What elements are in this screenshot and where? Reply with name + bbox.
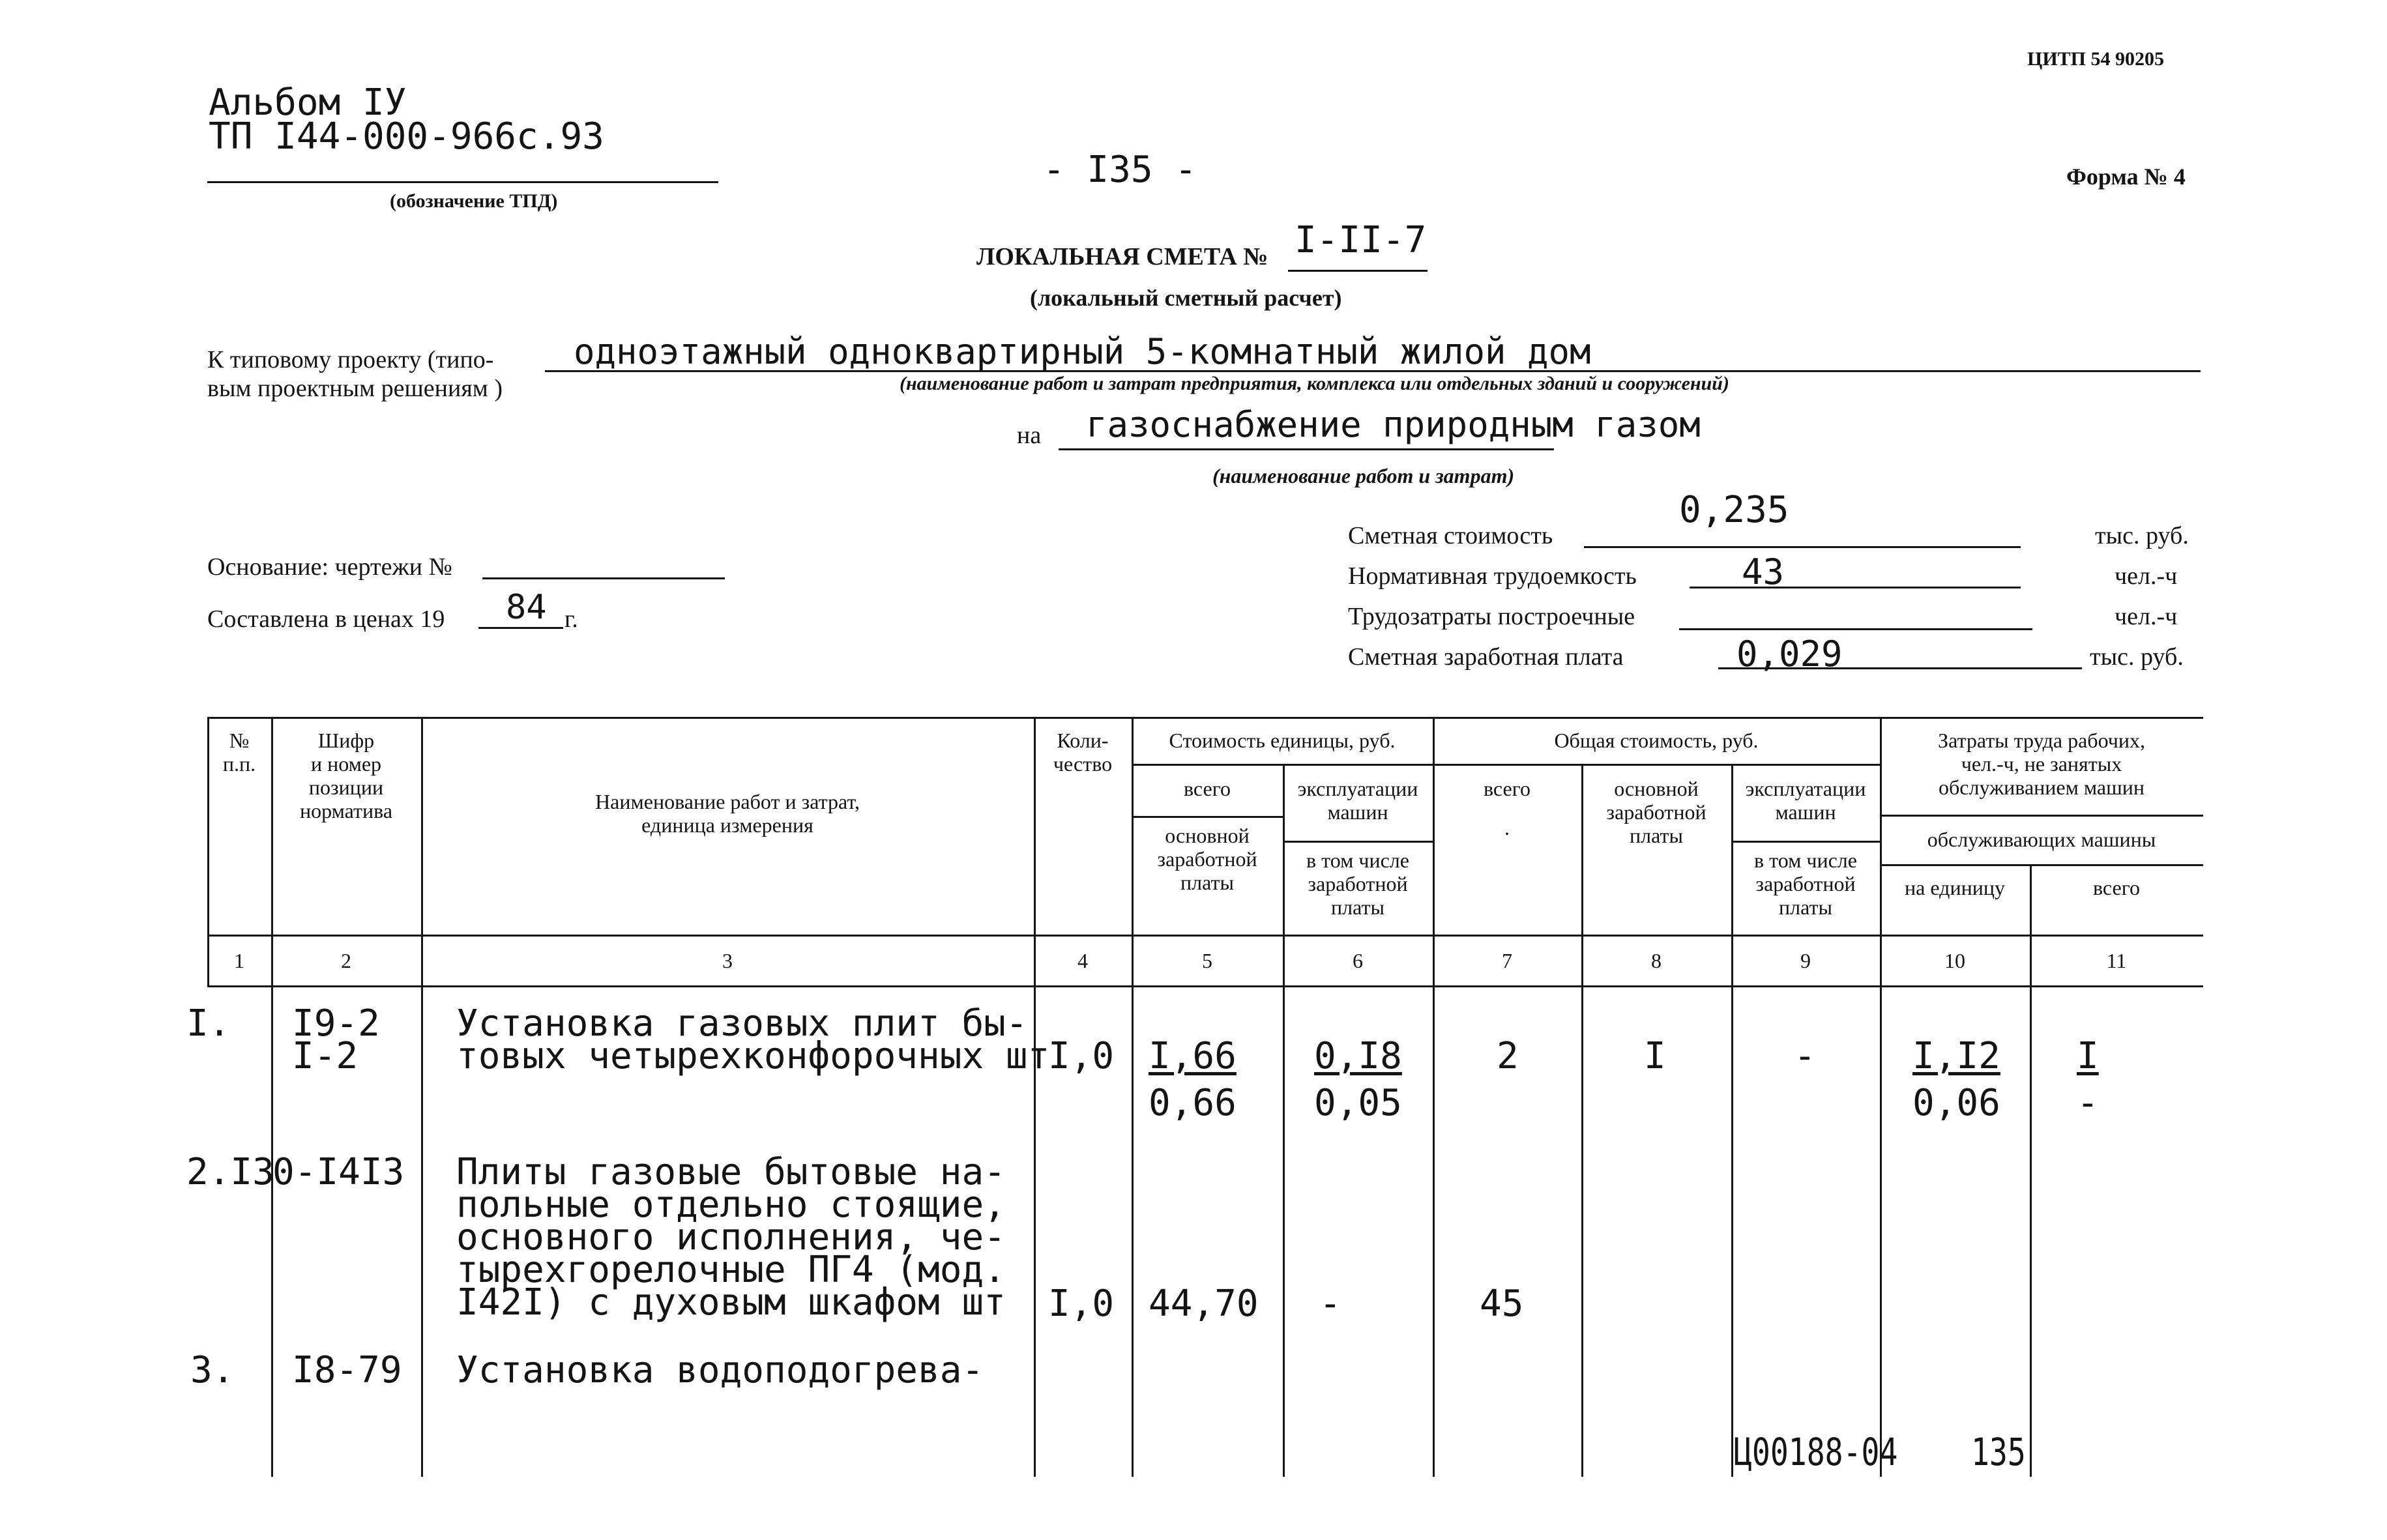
row-unit-machines: 0,I8 (1314, 1035, 1402, 1077)
labor-norm-underline (1690, 587, 2021, 588)
header-total-wages: основной заработной платы (1606, 777, 1706, 847)
unit-subdivider-6 (1283, 841, 1433, 843)
work-on-label: на (1017, 422, 1042, 449)
drawings-label: Основание: чертежи № (207, 553, 452, 581)
column-number: 3 (722, 949, 733, 972)
labor-site-underline (1679, 628, 2032, 630)
document-code: ЦИТП 54 90205 (2027, 48, 2165, 70)
prices-suffix: г. (564, 605, 578, 633)
header-unit-machines: эксплуатации машин (1297, 777, 1418, 824)
estimated-cost-value: 0,235 (1679, 489, 1789, 531)
estimate-subtitle: (локальный сметный расчет) (1030, 285, 1342, 311)
labor-norm-value: 43 (1742, 551, 1785, 592)
project-underline (545, 370, 2201, 372)
row-name: Плиты газовые бытовые на- польные отдельно стоящие, основного исполнения, че- тырехгорелочные ПГ4 (мод. I42I) с духовым шкафом шт (456, 1151, 1006, 1324)
header-row-number: № п.п. (222, 729, 256, 776)
col-border-7 (1581, 764, 1583, 1477)
header-labor-total: всего (2092, 876, 2141, 899)
estimated-cost-label: Сметная стоимость (1348, 522, 1553, 549)
column-number: 9 (1800, 949, 1811, 972)
prices-label: Составлена в ценах 19 (207, 605, 445, 633)
work-caption: (наименование работ и затрат) (1212, 464, 1515, 487)
form-label: Форма № 4 (2066, 164, 2186, 190)
table-header-bottom (207, 935, 2203, 937)
labor-machines-divider (1880, 864, 2203, 866)
row-number: I. (186, 1002, 231, 1045)
wages-unit: тыс. руб. (2090, 643, 2184, 671)
row-total-wages: I (1644, 1035, 1666, 1077)
row-code: I9-2 I-2 (292, 1002, 380, 1077)
row-number: 2.I3 (186, 1151, 274, 1193)
estimated-cost-underline (1584, 546, 2021, 548)
total-subdivider-9 (1731, 841, 1880, 843)
column-number: 11 (2106, 949, 2127, 972)
estimate-number: I-II-7 (1295, 219, 1427, 261)
project-caption: (наименование работ и затрат предприятия, комплекса или отдельных зданий и сооружений) (900, 373, 1729, 394)
tpd-underline (207, 181, 718, 183)
row-unit-total: I,66 (1149, 1035, 1237, 1077)
labor-site-label: Трудозатраты построечные (1348, 603, 1635, 630)
col-border-3 (1034, 717, 1036, 1477)
row-total-machines: - (1794, 1035, 1816, 1077)
table-colnum-bottom (207, 985, 2203, 987)
project-label-line1: К типовому проекту (типо- (207, 346, 494, 373)
column-number: 1 (234, 949, 244, 972)
header-code: Шифр и номер позиции норматива (299, 729, 393, 822)
table-top-border (207, 717, 2203, 719)
header-total-all-mark: . (1504, 816, 1510, 839)
estimate-number-underline (1288, 270, 1428, 272)
wages-value: 0,029 (1736, 633, 1843, 675)
archive-stamp: Ц00188-04 (1734, 1430, 1898, 1474)
labor-divider (1880, 815, 2203, 817)
prices-year: 84 (506, 588, 547, 627)
header-total-machines: эксплуатации машин (1745, 777, 1866, 824)
row-name: Установка водоподогрева- (456, 1349, 984, 1391)
col-border-1 (271, 717, 273, 1477)
wages-label: Сметная заработная плата (1348, 643, 1624, 671)
tpd-caption: (обозначение ТПД) (390, 190, 558, 212)
column-number: 5 (1202, 949, 1212, 972)
row-labor-unit: I,I2 (1912, 1035, 2000, 1077)
header-labor-unit: на единицу (1905, 876, 2005, 899)
header-unit-cost: Стоимость единицы, руб. (1169, 729, 1396, 752)
work-name: газоснабжение природным газом (1086, 404, 1701, 445)
header-labor-machines: обслуживающих машины (1927, 828, 2156, 851)
drawings-underline (482, 577, 725, 579)
labor-norm-unit: чел.-ч (2115, 562, 2178, 590)
header-unit-machine-wages: в том числе заработной платы (1306, 849, 1409, 919)
row-unit-wages: 0,66 (1149, 1082, 1237, 1124)
row-quantity: I,0 (1048, 1283, 1115, 1325)
wages-underline (1718, 667, 2082, 669)
row-number: 3. (190, 1349, 235, 1391)
header-total-all: всего (1483, 777, 1531, 800)
stamp-page-number: 135 (1971, 1430, 2026, 1474)
header-total-cost: Общая стоимость, руб. (1554, 729, 1759, 752)
column-number: 6 (1353, 949, 1363, 972)
row-labor-total: I (2077, 1035, 2099, 1077)
row-quantity: I,0 (1048, 1035, 1115, 1077)
work-underline (1059, 448, 1554, 450)
page-number: - I35 - (1043, 149, 1197, 191)
row-unit-machine-wages: 0,05 (1314, 1082, 1402, 1124)
estimate-title: ЛОКАЛЬНАЯ СМЕТА № (976, 243, 1268, 270)
row-code: 0-I4I3 (272, 1151, 405, 1193)
project-designation: ТП I44-000-966с.93 (209, 115, 604, 158)
header-quantity: Коли- чество (1053, 729, 1113, 776)
header-labor: Затраты труда рабочих, чел.-ч, не занятых обслуживанием машин (1938, 729, 2145, 799)
header-work-name: Наименование работ и затрат, единица измерения (595, 790, 860, 837)
row-unit-machines: - (1319, 1283, 1341, 1325)
column-number: 10 (1944, 949, 1965, 972)
header-unit-wages: основной заработной платы (1157, 824, 1257, 894)
labor-norm-label: Нормативная трудоемкость (1348, 562, 1637, 590)
prices-year-underline (478, 627, 563, 629)
header-unit-total: всего (1183, 777, 1231, 800)
labor-site-unit: чел.-ч (2115, 603, 2178, 630)
column-number: 8 (1651, 949, 1662, 972)
row-unit-total: 44,70 (1149, 1283, 1259, 1325)
unit-subdivider-5 (1132, 816, 1283, 818)
column-number: 7 (1502, 949, 1512, 972)
project-name: одноэтажный одноквартирный 5-комнатный жилой дом (574, 331, 1591, 372)
column-number: 2 (341, 949, 351, 972)
column-number: 4 (1077, 949, 1088, 972)
estimated-cost-unit: тыс. руб. (2095, 522, 2189, 549)
row-labor-total-machines: - (2077, 1082, 2099, 1124)
row-name: Установка газовых плит бы- товых четырехконфорочных шт (456, 1002, 1050, 1077)
row-total-all: 45 (1480, 1283, 1524, 1325)
header-total-machine-wages: в том числе заработной платы (1754, 849, 1857, 919)
unit-cost-divider (1132, 764, 1880, 766)
row-code: I8-79 (292, 1349, 402, 1391)
album-number: Альбом IУ (209, 81, 407, 124)
row-total-all: 2 (1497, 1035, 1519, 1077)
project-label-line2: вым проектным решениям ) (207, 375, 503, 402)
row-labor-unit-machines: 0,06 (1912, 1082, 2000, 1124)
